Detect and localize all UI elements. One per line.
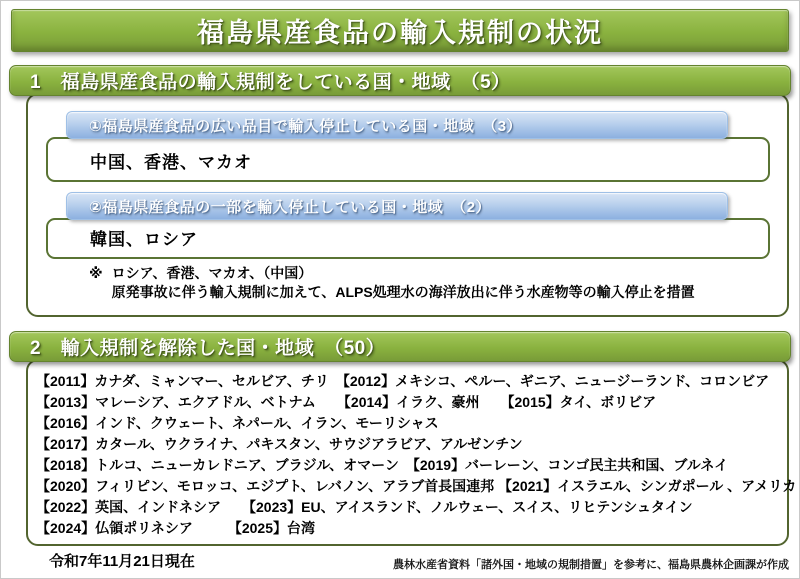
footnote <box>89 264 695 301</box>
list-line: 【2024】仏領ポリネシア 【2025】台湾 <box>36 520 316 536</box>
list-line: 【2018】トルコ、ニューカレドニア、ブラジル、オマーン 【2019】バーレーン、コンゴ民主共和国、ブルネイ <box>36 457 729 473</box>
footnote-text <box>112 264 695 301</box>
section1-group1-header-label: ①福島県産食品の広い品目で輸入停止している国・地域 （3） <box>89 117 523 135</box>
section1-header-label: 1 福島県産食品の輸入規制をしている国・地域 （5） <box>30 72 511 93</box>
list-line: 【2016】インド、クウェート、ネパール、イラン、モーリシャス <box>36 415 439 431</box>
list-line: 【2017】カタール、ウクライナ、パキスタン、サウジアラビア、アルゼンチン <box>36 436 523 452</box>
section1-group1-header <box>66 111 728 139</box>
footnote-line2: 原発事故に伴う輸入規制に加えて、ALPS処理水の海洋放出に伴う水産物等の輸入停止を措置 <box>111 283 695 300</box>
section1-group1-countries: 中国、香港、マカオ <box>90 153 252 172</box>
list-line: 【2013】マレーシア、エクアドル、ベトナム 【2014】イラク、豪州 【2015】タイ、ボリビア <box>36 394 657 410</box>
footer-date: 令和7年11月21日現在 <box>49 553 195 570</box>
footnote-mark: ※ <box>89 265 103 281</box>
section1-group1-countries-box <box>46 137 770 182</box>
section1-group2-header-label: ②福島県産食品の一部を輸入停止している国・地域 （2） <box>89 198 492 216</box>
section1-group2-countries-box <box>46 218 770 259</box>
section1-header <box>9 65 791 96</box>
title-banner <box>11 9 789 52</box>
section1-group2-countries: 韓国、ロシア <box>90 230 198 249</box>
list-line: 【2011】カナダ、ミャンマー、セルビア、チリ 【2012】メキシコ、ペルー、ギニア、ニュージーランド、コロンビア <box>36 373 770 389</box>
list-line: 【2020】フィリピン、モロッコ、エジプト、レバノン、アラブ首長国連邦 【2021】イスラエル、シンガポール 、アメリカ <box>36 478 797 494</box>
footnote-line1: ロシア、香港、マカオ、（中国） <box>111 265 313 281</box>
section2-header-label: 2 輸入規制を解除した国・地域 （50） <box>30 338 386 359</box>
section2-header <box>9 331 791 362</box>
page-title: 福島県産食品の輸入規制の状況 <box>197 18 603 48</box>
released-countries-list <box>36 371 796 539</box>
footer-source: 農林水産省資料「諸外国・地域の規制措置」を参考に、福島県農林企画課が作成 <box>393 559 789 571</box>
section1-group2-header <box>66 192 728 220</box>
list-line: 【2022】英国、インドネシア 【2023】EU、アイスランド、ノルウェー、スイス、リヒテンシュタイン <box>36 499 693 515</box>
